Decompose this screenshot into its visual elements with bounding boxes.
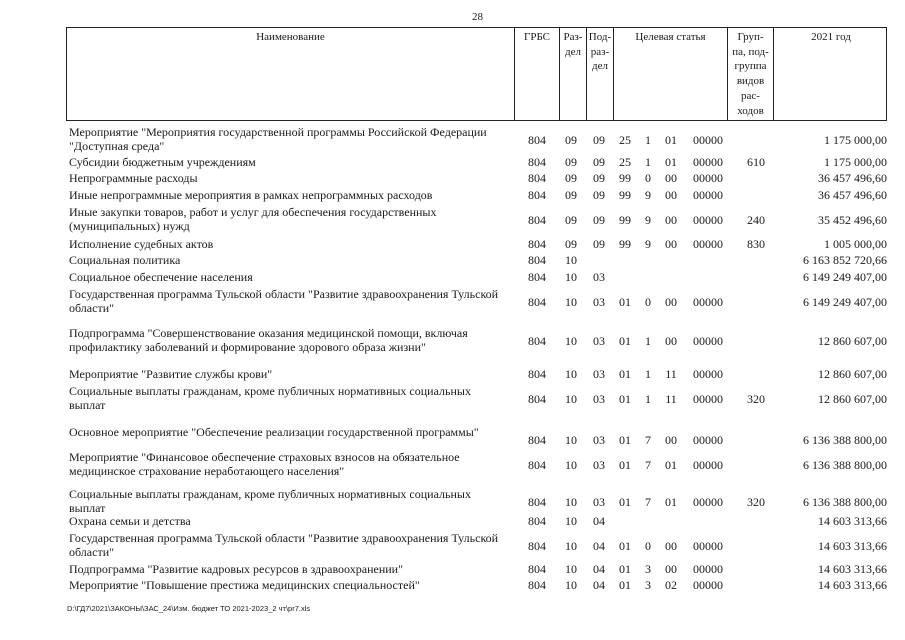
row-grbs: 804 xyxy=(528,495,546,509)
row-name: Мероприятие "Мероприятия государственной программы Российской Федерации "Доступная среда" xyxy=(69,125,487,153)
row-rz: 10 xyxy=(565,367,577,381)
row-cs2: 9 xyxy=(645,237,651,251)
row-pr: 09 xyxy=(593,171,605,185)
row-cs2: 1 xyxy=(645,155,651,169)
row-pr: 09 xyxy=(593,237,605,251)
row-amount: 6 163 852 720,66 xyxy=(803,253,887,267)
row-cs3: 01 xyxy=(665,133,677,147)
row-rz: 10 xyxy=(565,514,577,528)
row-cs2: 1 xyxy=(645,133,651,147)
row-grbs: 804 xyxy=(528,367,546,381)
row-name: Иные закупки товаров, работ и услуг для обеспечения государственных (муниципальных) нужд xyxy=(69,205,437,233)
row-pr: 09 xyxy=(593,188,605,202)
row-amount: 14 603 313,66 xyxy=(818,514,887,528)
row-cs3: 11 xyxy=(665,367,677,381)
row-cs2: 1 xyxy=(645,334,651,348)
row-name: Мероприятие "Повышение престижа медицинских специальностей" xyxy=(69,578,420,592)
row-cs3: 00 xyxy=(665,171,677,185)
row-cs1: 01 xyxy=(619,562,631,576)
row-cs3: 02 xyxy=(665,578,677,592)
row-grbs: 804 xyxy=(528,334,546,348)
row-cs2: 7 xyxy=(645,433,651,447)
header-name: Наименование xyxy=(256,31,325,43)
row-cs4: 00000 xyxy=(693,433,723,447)
row-cs1: 01 xyxy=(619,334,631,348)
row-grbs: 804 xyxy=(528,213,546,227)
row-rz: 09 xyxy=(565,133,577,147)
row-rz: 09 xyxy=(565,213,577,227)
row-amount: 1 175 000,00 xyxy=(824,133,887,147)
row-cs2: 0 xyxy=(645,539,651,553)
row-cs1: 01 xyxy=(619,433,631,447)
row-grbs: 804 xyxy=(528,270,546,284)
row-name: Государственная программа Тульской области "Развитие здравоохранения Тульской области" xyxy=(69,287,499,315)
row-cs4: 00000 xyxy=(693,237,723,251)
row-pr: 09 xyxy=(593,133,605,147)
row-grbs: 804 xyxy=(528,253,546,267)
row-pr: 03 xyxy=(593,433,605,447)
row-cs1: 99 xyxy=(619,171,631,185)
row-grbs: 804 xyxy=(528,433,546,447)
row-rz: 10 xyxy=(565,495,577,509)
row-amount: 36 457 496,60 xyxy=(818,171,887,185)
row-cs2: 0 xyxy=(645,171,651,185)
row-rz: 10 xyxy=(565,578,577,592)
row-rz: 10 xyxy=(565,433,577,447)
row-grbs: 804 xyxy=(528,133,546,147)
row-amount: 6 136 388 800,00 xyxy=(803,495,887,509)
row-cs4: 00000 xyxy=(693,133,723,147)
row-grbs: 804 xyxy=(528,539,546,553)
row-amount: 1 175 000,00 xyxy=(824,155,887,169)
row-cs4: 00000 xyxy=(693,188,723,202)
row-grbs: 804 xyxy=(528,155,546,169)
row-cs3: 01 xyxy=(665,458,677,472)
row-name: Субсидии бюджетным учреждениям xyxy=(69,155,256,169)
row-rz: 10 xyxy=(565,334,577,348)
header-podrazdel: Под- раз- дел xyxy=(586,28,613,120)
row-grbs: 804 xyxy=(528,237,546,251)
row-pr: 03 xyxy=(593,270,605,284)
row-name: Подпрограмма "Развитие кадровых ресурсов в здравоохранении" xyxy=(69,562,403,576)
page-number: 28 xyxy=(472,11,483,23)
row-amount: 14 603 313,66 xyxy=(818,562,887,576)
row-cs4: 00000 xyxy=(693,539,723,553)
row-name: Охрана семьи и детства xyxy=(69,514,191,528)
row-cs1: 01 xyxy=(619,295,631,309)
row-cs3: 11 xyxy=(665,392,677,406)
row-cs4: 00000 xyxy=(693,334,723,348)
row-vr: 610 xyxy=(747,155,765,169)
row-cs3: 00 xyxy=(665,213,677,227)
row-vr: 320 xyxy=(747,392,765,406)
row-pr: 03 xyxy=(593,392,605,406)
row-rz: 09 xyxy=(565,188,577,202)
row-name: Непрограммные расходы xyxy=(69,171,198,185)
row-cs4: 00000 xyxy=(693,562,723,576)
row-pr: 04 xyxy=(593,578,605,592)
row-cs4: 00000 xyxy=(693,495,723,509)
row-pr: 04 xyxy=(593,539,605,553)
row-amount: 6 136 388 800,00 xyxy=(803,458,887,472)
row-grbs: 804 xyxy=(528,295,546,309)
row-cs1: 99 xyxy=(619,188,631,202)
row-name: Социальная политика xyxy=(69,253,181,267)
row-name: Иные непрограммные мероприятия в рамках непрограммных расходов xyxy=(69,188,433,202)
row-pr: 03 xyxy=(593,458,605,472)
row-amount: 12 860 607,00 xyxy=(818,334,887,348)
row-amount: 6 149 249 407,00 xyxy=(803,270,887,284)
row-pr: 03 xyxy=(593,367,605,381)
row-cs1: 01 xyxy=(619,392,631,406)
header-celevaya-statya: Целевая статья xyxy=(613,28,727,120)
row-cs1: 01 xyxy=(619,578,631,592)
header-year: 2021 год xyxy=(773,28,888,120)
row-pr: 04 xyxy=(593,562,605,576)
row-amount: 6 136 388 800,00 xyxy=(803,433,887,447)
row-cs2: 3 xyxy=(645,578,651,592)
row-pr: 04 xyxy=(593,514,605,528)
row-cs2: 7 xyxy=(645,458,651,472)
row-cs4: 00000 xyxy=(693,367,723,381)
row-cs2: 0 xyxy=(645,295,651,309)
header-grbs: ГРБС xyxy=(514,28,559,120)
row-cs2: 9 xyxy=(645,213,651,227)
row-rz: 10 xyxy=(565,392,577,406)
row-amount: 12 860 607,00 xyxy=(818,392,887,406)
row-rz: 10 xyxy=(565,295,577,309)
row-name: Подпрограмма "Совершенствование оказания медицинской помощи, включая профилактику заболеваний и формирование здорового образа жизни" xyxy=(69,326,468,354)
row-cs3: 00 xyxy=(665,334,677,348)
row-cs2: 1 xyxy=(645,392,651,406)
row-cs3: 00 xyxy=(665,237,677,251)
row-cs2: 1 xyxy=(645,367,651,381)
row-name: Государственная программа Тульской области "Развитие здравоохранения Тульской области" xyxy=(69,531,499,559)
row-cs2: 3 xyxy=(645,562,651,576)
row-rz: 09 xyxy=(565,171,577,185)
row-amount: 6 149 249 407,00 xyxy=(803,295,887,309)
row-cs4: 00000 xyxy=(693,295,723,309)
row-pr: 03 xyxy=(593,495,605,509)
row-amount: 12 860 607,00 xyxy=(818,367,887,381)
row-vr: 320 xyxy=(747,495,765,509)
row-grbs: 804 xyxy=(528,458,546,472)
file-path-footer: D:\ГД7\2021\ЗАКОНЫ\ЗАС_24\Изм. бюджет ТО 2021-2023_2 чт\pr7.xls xyxy=(67,604,311,613)
row-cs4: 00000 xyxy=(693,578,723,592)
row-cs1: 01 xyxy=(619,539,631,553)
row-cs1: 01 xyxy=(619,495,631,509)
row-cs4: 00000 xyxy=(693,171,723,185)
row-rz: 10 xyxy=(565,458,577,472)
row-rz: 10 xyxy=(565,539,577,553)
row-vr: 240 xyxy=(747,213,765,227)
header-razdel: Раз- дел xyxy=(559,28,586,120)
row-pr: 03 xyxy=(593,295,605,309)
row-amount: 1 005 000,00 xyxy=(824,237,887,251)
table-header xyxy=(66,27,887,121)
row-cs3: 00 xyxy=(665,539,677,553)
row-rz: 10 xyxy=(565,562,577,576)
row-cs1: 99 xyxy=(619,213,631,227)
row-grbs: 804 xyxy=(528,171,546,185)
row-grbs: 804 xyxy=(528,188,546,202)
row-amount: 14 603 313,66 xyxy=(818,578,887,592)
row-amount: 35 452 496,60 xyxy=(818,213,887,227)
row-cs3: 01 xyxy=(665,495,677,509)
header-gruppa-vidov: Груп- па, под- группа видов рас- ходов xyxy=(727,28,773,120)
row-name: Основное мероприятие "Обеспечение реализации государственной программы" xyxy=(69,425,479,439)
row-rz: 10 xyxy=(565,253,577,267)
row-name: Социальное обеспечение населения xyxy=(69,270,253,284)
row-cs1: 25 xyxy=(619,155,631,169)
row-name: Социальные выплаты гражданам, кроме публичных нормативных социальных выплат xyxy=(69,487,471,515)
row-pr: 03 xyxy=(593,334,605,348)
row-grbs: 804 xyxy=(528,514,546,528)
row-cs2: 7 xyxy=(645,495,651,509)
row-name: Исполнение судебных актов xyxy=(69,237,214,251)
row-cs4: 00000 xyxy=(693,392,723,406)
row-grbs: 804 xyxy=(528,562,546,576)
row-cs4: 00000 xyxy=(693,458,723,472)
row-cs1: 99 xyxy=(619,237,631,251)
row-cs3: 01 xyxy=(665,155,677,169)
row-cs1: 01 xyxy=(619,458,631,472)
row-pr: 09 xyxy=(593,155,605,169)
row-cs3: 00 xyxy=(665,562,677,576)
row-pr: 09 xyxy=(593,213,605,227)
row-cs4: 00000 xyxy=(693,213,723,227)
row-name: Мероприятие "Финансовое обеспечение страховых взносов на обязательное медицинское страхование неработающего населения" xyxy=(69,450,460,478)
row-cs2: 9 xyxy=(645,188,651,202)
row-rz: 09 xyxy=(565,237,577,251)
row-grbs: 804 xyxy=(528,578,546,592)
row-cs4: 00000 xyxy=(693,155,723,169)
row-grbs: 804 xyxy=(528,392,546,406)
row-cs3: 00 xyxy=(665,295,677,309)
row-rz: 09 xyxy=(565,155,577,169)
row-cs1: 01 xyxy=(619,367,631,381)
row-name: Социальные выплаты гражданам, кроме публичных нормативных социальных выплат xyxy=(69,384,471,412)
row-cs3: 00 xyxy=(665,433,677,447)
row-vr: 830 xyxy=(747,237,765,251)
row-amount: 14 603 313,66 xyxy=(818,539,887,553)
row-rz: 10 xyxy=(565,270,577,284)
row-cs1: 25 xyxy=(619,133,631,147)
row-cs3: 00 xyxy=(665,188,677,202)
row-name: Мероприятие "Развитие службы крови" xyxy=(69,367,273,381)
row-amount: 36 457 496,60 xyxy=(818,188,887,202)
